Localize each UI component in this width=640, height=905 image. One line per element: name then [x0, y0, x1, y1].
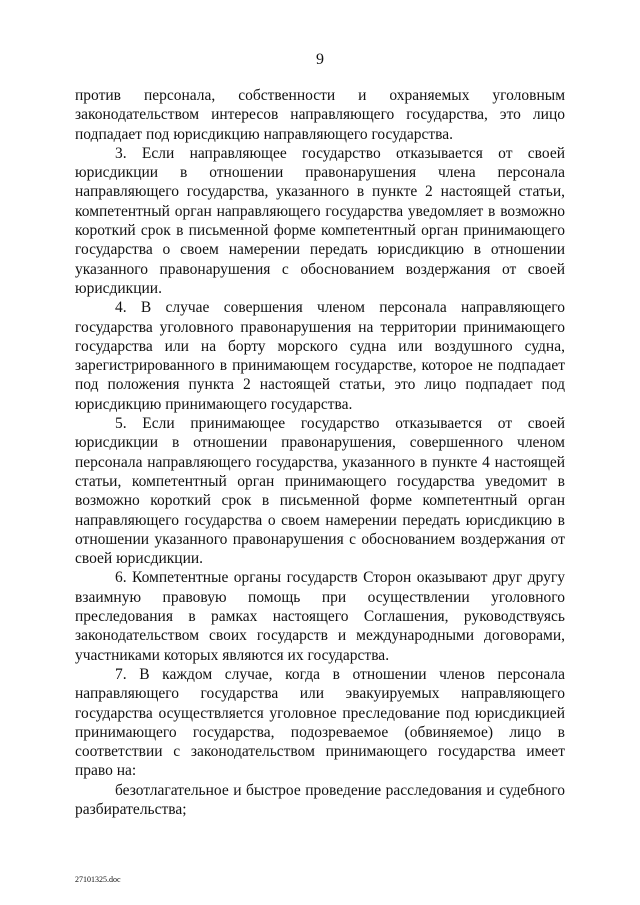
paragraph-clause-3: 3. Если направляющее государство отказывается от своей юрисдикции в отношении правонарушения члена персонала направляющего государства, указанного в пункте 2 настоящей статьи, компетентный орган направляющего государства уведомляет в возможно короткий срок в письменной форме компетентный орган принимающего государства о своем намерении передать юрисдикцию в отношении указанного правонарушения с обоснованием воздержания от своей юрисдикции.: [75, 144, 565, 297]
paragraph-continuation: против персонала, собственности и охраняемых уголовным законодательством интересов направляющего государства, это лицо подпадает под юрисдикцию направляющего государства.: [75, 87, 565, 143]
paragraph-clause-6: 6. Компетентные органы государств Сторон оказывают друг другу взаимную правовую помощь при осуществлении уголовного преследования в рамках настоящего Соглашения, руководствуясь законодательством своих государств и международными договорами, участниками которых являются их государства.: [75, 569, 565, 664]
paragraph-clause-4: 4. В случае совершения членом персонала направляющего государства уголовного правонарушения на территории принимающего государства или на борту морского судна или воздушного судна, зарегистрированного в принимающем государстве, которое не подпадает под положения пункта 2 настоящей статьи, это лицо подпадает под юрисдикцию принимающего государства.: [75, 299, 565, 413]
paragraph-right-item: безотлагательное и быстрое проведение расследования и судебного разбирательства;: [75, 781, 565, 818]
file-name-footer: 27101325.doc: [75, 875, 121, 884]
paragraph-clause-7: 7. В каждом случае, когда в отношении членов персонала направляющего государства или эвакуируемых направляющего государства осуществляется уголовное преследование под юрисдикцией принимающего государства, подозреваемое (обвиняемое) лицо в соответствии с законодательством принимающего государства имеет право на:: [75, 665, 565, 780]
document-body: [75, 86, 565, 819]
paragraph-clause-5: 5. Если принимающее государство отказывается от своей юрисдикции в отношении правонарушения, совершенного членом персонала направляющего государства, указанного в пункте 4 настоящей статьи, компетентный орган принимающего государства уведомит в возможно короткий срок в письменной форме компетентный орган направляющего государства о своем намерении передать юрисдикцию в отношении указанного правонарушения с обоснованием воздержания от своей юрисдикции.: [75, 415, 565, 568]
page-number: 9: [316, 51, 324, 68]
